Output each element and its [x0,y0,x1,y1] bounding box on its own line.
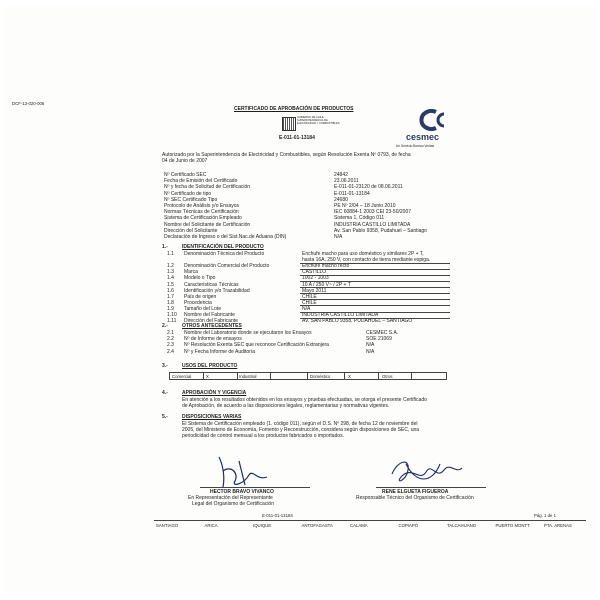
page-title: CERTIFICADO DE APROBACIÓN DE PRODUCTOS [234,106,354,112]
uses-cell-industrial: Industrial [239,374,257,379]
field-label: Normas Técnicas de Certificación [164,209,239,216]
section-4-title: APROBACIÓN Y VIGENCIA [182,390,247,396]
item-value: INDUSTRIA CASTILLO LIMITADA [302,312,379,318]
field-value: 23.06.2011 [334,178,359,185]
doc-code: DCF-13-020-006 [12,101,45,106]
right-signer-role: Responsable Técnico del Organismo de Certificación [356,495,474,501]
item-number: 1.9 [167,305,174,312]
field-label: Sistema de Certificación Empleado [164,215,242,222]
item-number: 1.10 [167,312,177,318]
row-divider [300,287,450,288]
intro-line-2: 04 de Junio de 2007 [162,158,208,164]
left-signer-name: HECTOR BRAVO VIVANCO [210,489,274,495]
item-number: 2.2 [167,336,174,343]
item-number: 1.2 [167,263,174,270]
item-value: CESMEC S.A. [366,330,399,336]
field-label: Nº Certificado de tipo [164,190,212,197]
section-4-line-1: En atención a los resultados obtenidos en los ensayos y pruebas efectuadas, se otorga el presente Certificado [182,397,427,403]
item-label: Procedencia [184,299,212,306]
row-divider [300,305,450,306]
cesmec-logo-icon [414,109,448,131]
section-4-line-2: de Aprobación, de acuerdo a las disposiciones legales, reglamentarias y normativas vigentes. [182,403,390,409]
uses-cell-domestico: Doméstico [310,374,331,379]
field-value: 24680 [334,196,348,203]
section-5-line-3: periodicidad de control mensual a los productos fabricados o importados. [182,433,345,439]
item-value: Enchufe macho para uso doméstico y similares 2P + T, [302,251,424,257]
item-value: 10 A / 250 V~ / 2P + T [302,281,351,288]
uses-cell-comercial-mark: X [206,374,209,379]
uses-cell-comercial: Comercial [172,374,192,379]
section-5-title: DISPOSICIONES VARIAS [182,414,242,420]
uses-cell-domestico-mark: X [348,374,351,379]
field-value: PE Nº 2/04 – 18 Junio 2010 [334,203,396,209]
field-label: Nombre del Solicitante de Certificación [164,221,251,228]
item-label: Denominación Comercial del Producto [184,263,270,270]
field-value: E-011-01-13184 [334,190,370,197]
item-label: Nombre del Fabricante [184,312,235,318]
item-label: Modelo o Tipo [184,275,216,282]
gov-seal-icon [282,117,296,131]
item-value: AV. SAN PABLO 9358, PUDAHUEL – SANTIAGO [302,318,413,325]
field-value: N/A [334,234,343,240]
field-label: Nº Certificado SEC [164,172,207,178]
item-label: Dirección del Fabricante [184,318,238,325]
item-value: Enchufe macho recto [302,263,350,270]
field-value: INDUSTRIA CASTILLO LIMITADA [334,221,411,228]
field-label: Nº y fecha de Solicitud de Certificación [164,184,251,191]
row-divider [300,312,450,313]
row-divider [300,269,450,270]
item-label: País de origen [184,293,217,300]
certificate-page [4,6,596,594]
footer-office: TALCAHUANO [447,523,477,528]
item-number: 1.11 [167,318,177,325]
section-1-num: 1.- [162,244,168,250]
item-label: Marca [184,269,198,276]
item-value: 1002 - 1003 [302,275,329,282]
intro-line-1: Autorizado por la Superintendencia de Electricidad y Combustibles, según Resolución Exenta Nº 0793, de fecha [162,152,411,158]
right-signer-name: RENE ELGUETA FIGUEROA [382,489,449,495]
item-label: Nº y Fecha Informe de Auditoría [184,348,256,355]
item-number: 1.1 [167,251,174,257]
item-value: hasta 16A, 250 V, con contacto de tierra mediante espiga. [302,257,431,263]
section-1-title: IDENTIFICACIÓN DEL PRODUCTO [182,244,264,250]
section-4-num: 4.- [162,390,168,396]
section-3-num: 3.- [162,363,168,369]
right-signature-icon [386,454,466,490]
section-2-num: 2.- [162,323,168,329]
footer-office: IQUIQUE [253,523,272,528]
item-value: CHILE [302,299,317,306]
section-5-line-2: 2005, del Ministerio de Economía, Fomento y Reconstrucción, considera según disposiciones de SEC, una [182,427,420,433]
item-value: N/A [366,348,375,355]
item-number: 2.4 [167,348,174,355]
item-value: Mayo 2011 [302,287,327,294]
item-value: N/A [366,342,375,349]
row-divider [300,293,450,294]
footer-office: ARICA [204,523,218,528]
field-label: Fecha de Emisión del Certificado [164,178,238,185]
section-2-title: OTROS ANTECEDENTES [182,323,242,329]
item-number: 1.4 [167,275,174,282]
item-number: 1.8 [167,299,174,306]
item-label: Denominación Técnica del Producto [184,251,265,257]
field-value: 24842 [334,172,348,178]
item-value: CASTILLO [302,269,327,276]
logo-name: cesmec [406,132,440,142]
item-number: 1.5 [167,281,174,288]
section-5-num: 5.- [162,414,168,420]
field-value: Av. San Pablo 9358, Pudahuel – Santiago [334,227,427,234]
uses-cell-otros: Otros [382,374,393,379]
item-label: Nombre del Laboratorio donde se ejecutaron los Ensayos [184,330,312,336]
field-value: IEC 60884-1 2003 CEI 23-50/2007 [334,209,411,216]
item-value: CHILE [302,293,317,300]
field-value: Sistema 1, Código 011 [334,215,385,222]
field-label: Declaración de Ingreso o del Sist.Nac.de Aduana (DIN) [164,234,287,240]
item-value: SOE 21069 [366,336,392,343]
left-signer-role-1: En Representación del Representante [188,495,273,501]
row-divider [300,299,450,300]
section-3-title: USOS DEL PRODUCTO [182,363,238,369]
field-label: Nº SEC Certificado Tipo [164,196,218,203]
field-label: Protocolo de Análisis y/o Ensayos [164,203,240,209]
footer-office: SANTIAGO [156,523,179,528]
left-signer-role-2: Legal del Organismo de Certificación [192,501,274,507]
row-divider [300,275,450,276]
section-5-line-1: El Sistema de Certificación empleado (1. código 011), según el D.S. Nº 298, de fecha 12 de noviembre del [182,421,418,427]
item-label: Características Técnicas [184,281,239,288]
uses-table [169,372,447,380]
item-label: Nº de Informe de ensayos [184,336,242,343]
field-value: E-011-01-23120 de 08.06.2011 [334,184,403,191]
footer-office: PTA. ARENAS [544,523,572,528]
item-number: 1.3 [167,269,174,276]
footer-page: Pág. 1 de 1 [534,513,556,518]
footer-office: PUERTO MONTT [495,523,530,528]
item-label: Nº Resolución Exenta SEC que reconoce Certificación Extranjera [184,342,329,349]
item-number: 2.3 [167,342,174,349]
item-label: Identificación y/o Trazabilidad [184,287,250,294]
item-label: Tamaño del Lote [184,305,221,312]
row-divider [300,318,450,319]
gov-text: GOBIERNO DE CHILE SUPERINTENDENCIA DE ELECTRICIDAD Y COMBUSTIBLES [297,116,340,126]
left-signature-icon [209,451,279,491]
footer-office: ANTOFAGASTA [301,523,333,528]
item-number: 1.7 [167,293,174,300]
item-number: 1.6 [167,287,174,294]
row-divider [300,281,450,282]
item-value: N/A [302,305,311,312]
item-number: 2.1 [167,330,174,336]
footer-office: COPIAPÓ [398,523,419,528]
field-label: Dirección del Solicitante [164,227,218,234]
cert-number: E-011-01-13184 [279,135,315,141]
footer-ref: E-011-01-13184 [262,513,293,518]
row-divider [300,263,450,264]
footer-office: CALAMA [350,523,368,528]
logo-tagline: Un Servicio Bureau Veritas [396,144,435,148]
